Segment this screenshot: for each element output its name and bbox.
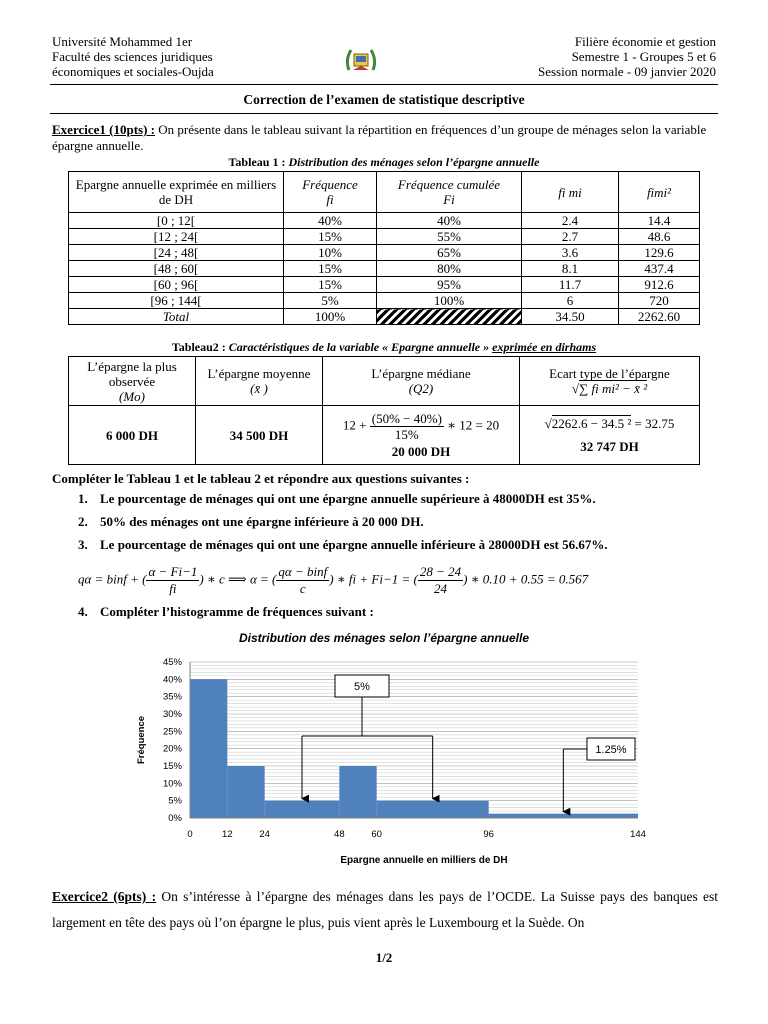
x-tick-label: 24 xyxy=(259,829,270,840)
program-name: Filière économie et gestion xyxy=(574,34,716,49)
table-row xyxy=(69,293,700,309)
table-row xyxy=(69,277,700,293)
title-rule xyxy=(50,113,718,114)
col-header-frequency: Fréquence fi xyxy=(284,172,377,213)
faculty-name-2: économiques et sociales-Oujda xyxy=(52,64,214,79)
table-row xyxy=(69,213,700,229)
page-title: Correction de l’examen de statistique descriptive xyxy=(243,92,525,107)
cell: 55% xyxy=(377,229,522,245)
median-cell xyxy=(323,406,520,465)
cell: 2262.60 xyxy=(619,309,700,325)
y-tick-label: 10% xyxy=(162,778,182,790)
std-cell xyxy=(520,406,700,465)
cell: 100% xyxy=(284,309,377,325)
table2 xyxy=(68,356,700,465)
cell: 40% xyxy=(284,213,377,229)
hatched-cell xyxy=(377,309,522,325)
table2-values-row xyxy=(69,406,700,465)
x-tick-label: 144 xyxy=(630,829,646,840)
histogram-bar xyxy=(339,766,376,818)
exercise2-body: On s’intéresse à l’épargne des ménages dans les pays de l’OCDE. La Suisse pays des banques est largement en tête des pays où l’on épargne le plus, puis vient après le Luxembourg et la Suède. On xyxy=(52,889,718,930)
col-header-fimi: fi mi xyxy=(522,172,619,213)
cell: 14.4 xyxy=(619,213,700,229)
table1-header-row xyxy=(69,172,700,213)
cell: 34.50 xyxy=(522,309,619,325)
table-row xyxy=(69,261,700,277)
cell: [24 ; 48[ xyxy=(69,245,284,261)
page-number: 1/2 xyxy=(375,950,393,965)
col-header-mode: L’épargne la plus observée (Mo) xyxy=(69,357,196,406)
cell: 720 xyxy=(619,293,700,309)
table-row xyxy=(69,229,700,245)
median-expr-a: 12 + xyxy=(342,417,367,433)
median-fraction: $\frac{(50\% - 40\%)}{15\%}$ xyxy=(371,411,442,442)
y-tick-label: 25% xyxy=(162,726,182,738)
cell: 5% xyxy=(284,293,377,309)
x-tick-label: 48 xyxy=(334,829,345,840)
cell: 6 xyxy=(522,293,619,309)
table1-caption: Tableau 1 : Distribution des ménages selon l’épargne annuelle xyxy=(228,155,540,169)
std-expr: √2262.6 − 34.5 ² xyxy=(544,416,632,431)
cell: [0 ; 12[ xyxy=(69,213,284,229)
header-right xyxy=(538,34,716,79)
semester-groups: Semestre 1 - Groupes 5 et 6 xyxy=(571,49,716,64)
annotation-label: 1.25% xyxy=(595,744,627,756)
cell: 129.6 xyxy=(619,245,700,261)
table-row xyxy=(69,245,700,261)
question-1: 1. Le pourcentage de ménages qui ont une épargne annuelle supérieure à 48000DH est 35%. xyxy=(78,491,596,506)
cell: [96 ; 144[ xyxy=(69,293,284,309)
cell: 8.1 xyxy=(522,261,619,277)
median-value: 20 000 DH xyxy=(391,444,451,459)
col-header-median: L’épargne médiane (Q2) xyxy=(323,357,520,406)
x-tick-label: 60 xyxy=(371,829,382,840)
cell: 912.6 xyxy=(619,277,700,293)
histogram-bar xyxy=(489,814,638,818)
cell: 3.6 xyxy=(522,245,619,261)
cell: 100% xyxy=(377,293,522,309)
histogram-bar xyxy=(190,679,227,818)
y-tick-label: 5% xyxy=(168,795,182,807)
std-result: = 32.75 xyxy=(631,416,675,431)
cell: 15% xyxy=(284,261,377,277)
cell: 2.7 xyxy=(522,229,619,245)
x-tick-label: 96 xyxy=(483,829,494,840)
col-header-cumulative: Fréquence cumulée Fi xyxy=(377,172,522,213)
table2-header-row xyxy=(69,357,700,406)
quantile-formula: qα = binf + ( $\frac{\alpha - Fi-1}{fi}$ ) ∗ c ⟹ α = ( $\frac{\text{qα − binf}}{c}$ ) ∗ fi + Fi−1 = ( $\frac{28 - 24}{24}$ ) ∗ 0.10 + 0.55 = 0.567 xyxy=(78,564,589,596)
mean-value: 34 500 DH xyxy=(196,406,323,465)
cell: [12 ; 24[ xyxy=(69,229,284,245)
cell: 2.4 xyxy=(522,213,619,229)
y-tick-label: 30% xyxy=(162,709,182,720)
session-date: Session normale - 09 janvier 2020 xyxy=(538,64,716,79)
x-axis-label: Epargne annuelle en milliers de DH xyxy=(340,855,508,866)
median-expr-b: ∗ 12 = 20 xyxy=(447,417,500,433)
col-header-std: Ecart type de l’épargne √∑ fi mi² − x̄ ² xyxy=(520,357,700,406)
exercise2-label: Exercice2 (6pts) : xyxy=(52,889,157,904)
y-tick-label: 0% xyxy=(168,813,182,824)
cell: 80% xyxy=(377,261,522,277)
university-name: Université Mohammed 1er xyxy=(52,34,193,49)
exercise1-label: Exercice1 (10pts) : xyxy=(52,122,156,137)
y-tick-label: 35% xyxy=(162,691,182,703)
y-tick-label: 45% xyxy=(162,657,182,668)
header-left xyxy=(52,34,214,79)
cell: Total xyxy=(69,309,284,325)
instructions: Compléter le Tableau 1 et le tableau 2 et répondre aux questions suivantes : xyxy=(52,471,470,486)
cell: 95% xyxy=(377,277,522,293)
histogram-chart xyxy=(130,650,650,872)
col-header-fimi2: fimi² xyxy=(619,172,700,213)
x-tick-label: 0 xyxy=(187,829,193,840)
faculty-name: Faculté des sciences juridiques xyxy=(52,49,213,64)
table2-caption: Tableau2 : Caractéristiques de la variable « Epargne annuelle » exprimée en dirhams xyxy=(171,340,597,354)
y-axis-label: Fréquence xyxy=(136,715,147,765)
university-logo-icon xyxy=(343,44,379,80)
cell: 40% xyxy=(377,213,522,229)
cell: 65% xyxy=(377,245,522,261)
cell: 10% xyxy=(284,245,377,261)
question-4: 4. Compléter l’histogramme de fréquences suivant : xyxy=(78,604,374,619)
cell: 11.7 xyxy=(522,277,619,293)
histogram-bar xyxy=(377,801,489,818)
cell: 15% xyxy=(284,277,377,293)
y-tick-label: 40% xyxy=(162,674,182,686)
table1 xyxy=(68,171,700,325)
exercise1-intro xyxy=(52,122,718,154)
col-header-class: Epargne annuelle exprimée en milliers de DH xyxy=(69,172,284,213)
cell: [60 ; 96[ xyxy=(69,277,284,293)
annotation-label: 5% xyxy=(354,681,370,693)
question-2: 2. 50% des ménages ont une épargne inférieure à 20 000 DH. xyxy=(78,514,424,529)
std-value: 32 747 DH xyxy=(580,439,639,454)
histogram-bar xyxy=(227,766,264,818)
header-rule xyxy=(50,84,718,85)
table-total-row xyxy=(69,309,700,325)
cell: [48 ; 60[ xyxy=(69,261,284,277)
exercise1-text: On présente dans le tableau suivant la répartition en fréquences d’un groupe de ménages selon la variable épargne annuelle. xyxy=(52,122,707,153)
cell: 437.4 xyxy=(619,261,700,277)
col-header-mean: L’épargne moyenne (x̄ ) xyxy=(196,357,323,406)
cell: 15% xyxy=(284,229,377,245)
x-tick-label: 12 xyxy=(222,829,233,840)
cell: 48.6 xyxy=(619,229,700,245)
std-formula: √∑ fi mi² − x̄ ² xyxy=(571,381,648,396)
chart-title: Distribution des ménages selon l’épargne annuelle xyxy=(238,631,530,645)
exercise2-text xyxy=(52,884,718,936)
y-tick-label: 15% xyxy=(162,761,182,772)
histogram-bar xyxy=(265,801,340,818)
y-tick-label: 20% xyxy=(162,743,182,755)
question-3: 3. Le pourcentage de ménages qui ont une épargne annuelle inférieure à 28000DH est 56.67%. xyxy=(78,537,608,552)
mode-value: 6 000 DH xyxy=(69,406,196,465)
